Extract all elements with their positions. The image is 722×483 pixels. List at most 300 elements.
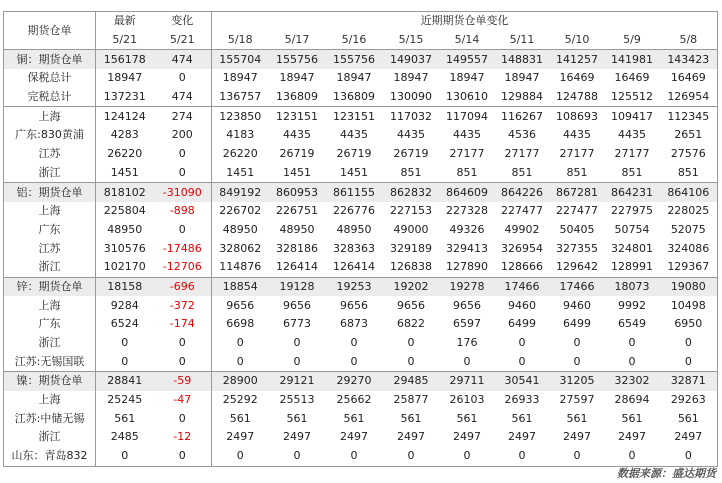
- row-value: 226751: [276, 204, 318, 218]
- row-value: 127890: [446, 260, 488, 274]
- row-change: -47: [173, 393, 192, 407]
- row-name: 完税总计: [4, 88, 96, 107]
- row-name: 铝：期货仓单: [4, 183, 96, 202]
- row-value: 27177: [559, 147, 595, 161]
- row-value: 227975: [611, 204, 653, 218]
- row-latest: 1451: [96, 164, 154, 183]
- row-value: 851: [660, 164, 718, 183]
- row-value: 864226: [495, 183, 550, 202]
- row-value: 26719: [393, 147, 429, 161]
- row-change: 0: [178, 222, 186, 236]
- row-value: 227477: [501, 204, 543, 218]
- row-value: 329413: [446, 241, 488, 255]
- row-value: 0: [212, 334, 269, 353]
- row-value: 226776: [333, 204, 375, 218]
- row-value: 9656: [283, 298, 311, 312]
- row-value: 2497: [508, 430, 536, 444]
- row-value: 9656: [397, 298, 425, 312]
- row-value: 328363: [333, 241, 375, 255]
- row-value: 155704: [212, 50, 269, 69]
- row-value: 864106: [660, 183, 718, 202]
- header-name-col: 期货仓单: [4, 12, 96, 50]
- row-value: 561: [343, 411, 365, 425]
- row-value: 129367: [660, 258, 718, 277]
- row-value: 2497: [563, 430, 591, 444]
- row-value: 31205: [550, 372, 605, 391]
- row-value: 0: [605, 447, 660, 466]
- row-value: 50754: [614, 222, 650, 236]
- table-row: [4, 391, 718, 410]
- row-name: 江苏:中储无锡: [4, 409, 96, 428]
- row-value: 29263: [660, 391, 718, 410]
- row-value: 0: [293, 336, 301, 350]
- header-date: 5/9: [605, 31, 660, 50]
- row-change: 200: [171, 128, 193, 142]
- row-value: 136809: [276, 90, 318, 104]
- row-value: 18947: [279, 71, 315, 85]
- row-value: 27177: [449, 147, 485, 161]
- row-value: 19080: [660, 277, 718, 296]
- row-value: 851: [400, 165, 422, 179]
- header-date: 5/8: [660, 31, 718, 50]
- row-value: 130610: [446, 90, 488, 104]
- row-value: 561: [400, 411, 422, 425]
- row-value: 4435: [563, 128, 591, 142]
- table-row: [4, 88, 718, 107]
- row-latest: 26220: [96, 145, 154, 164]
- table-row: [4, 202, 718, 221]
- row-value: 864231: [605, 183, 660, 202]
- row-value: 867281: [550, 183, 605, 202]
- row-value: 851: [456, 165, 478, 179]
- row-value: 48950: [336, 222, 372, 236]
- table-group-row: [4, 50, 718, 69]
- row-change: 274: [154, 107, 212, 126]
- row-name: 上海: [4, 296, 96, 315]
- row-value: 1451: [212, 164, 269, 183]
- row-value: 130090: [390, 90, 432, 104]
- row-value: 149037: [383, 50, 440, 69]
- row-value: 155756: [269, 50, 326, 69]
- row-latest: 102170: [96, 258, 154, 277]
- header-date: 5/18: [212, 31, 269, 50]
- row-name: 保税总计: [4, 69, 96, 88]
- row-value: 0: [326, 447, 383, 466]
- row-value: 4435: [340, 128, 368, 142]
- row-value: 6822: [397, 317, 425, 331]
- row-value: 116267: [495, 107, 550, 126]
- row-latest: 156178: [96, 50, 154, 69]
- row-value: 26933: [504, 393, 540, 407]
- row-value: 6773: [283, 317, 311, 331]
- row-value: 2497: [660, 428, 718, 447]
- row-name: 江苏: [4, 239, 96, 258]
- row-latest: 18158: [96, 277, 154, 296]
- row-change: 0: [178, 165, 186, 179]
- row-value: 10498: [660, 296, 718, 315]
- row-latest: 4283: [96, 126, 154, 145]
- row-value: 109417: [605, 107, 660, 126]
- row-change: -372: [169, 298, 195, 312]
- row-value: 17466: [495, 277, 550, 296]
- table-row: [4, 164, 718, 183]
- row-value: 48950: [279, 222, 315, 236]
- row-change: 0: [178, 71, 186, 85]
- row-value: 2497: [283, 430, 311, 444]
- row-value: 25662: [336, 393, 372, 407]
- table-row: [4, 145, 718, 164]
- row-latest: 137231: [96, 88, 154, 107]
- row-value: 18854: [212, 277, 269, 296]
- row-latest: 310576: [96, 239, 154, 258]
- row-value: 860953: [269, 183, 326, 202]
- row-value: 25292: [212, 391, 269, 410]
- row-value: 19128: [269, 277, 326, 296]
- table-row: [4, 258, 718, 277]
- row-value: 148831: [495, 50, 550, 69]
- row-change: -12706: [162, 260, 202, 274]
- header-row-2: [4, 31, 718, 50]
- table-row: [4, 69, 718, 88]
- table-group-row: [4, 183, 718, 202]
- row-value: 0: [660, 334, 718, 353]
- row-value: 6597: [453, 317, 481, 331]
- row-value: 9992: [618, 298, 646, 312]
- row-change: 474: [171, 90, 193, 104]
- row-value: 29121: [269, 372, 326, 391]
- row-value: 108693: [550, 107, 605, 126]
- row-name: 镍：期货仓单: [4, 372, 96, 391]
- row-value: 0: [212, 447, 269, 466]
- row-value: 18073: [605, 277, 660, 296]
- row-name: 山东：青岛832: [4, 447, 96, 466]
- row-change: -31090: [154, 183, 212, 202]
- row-value: 561: [286, 411, 308, 425]
- row-latest: 9284: [96, 296, 154, 315]
- row-value: 29270: [326, 372, 383, 391]
- row-value: 0: [293, 354, 301, 368]
- header-date: 5/14: [440, 31, 495, 50]
- row-value: 1451: [340, 165, 368, 179]
- table-row: [4, 239, 718, 258]
- row-value: 4435: [618, 128, 646, 142]
- row-value: 126954: [660, 88, 718, 107]
- row-value: 6950: [660, 315, 718, 334]
- row-name: 广东: [4, 315, 96, 334]
- row-value: 0: [407, 336, 415, 350]
- row-change: 0: [154, 447, 212, 466]
- row-change: -898: [169, 204, 195, 218]
- row-value: 30541: [495, 372, 550, 391]
- row-value: 16469: [660, 69, 718, 88]
- warehouse-receipt-table: [3, 11, 718, 467]
- row-value: 141257: [550, 50, 605, 69]
- row-latest: 18947: [96, 69, 154, 88]
- row-change: 0: [178, 336, 186, 350]
- row-value: 561: [511, 411, 533, 425]
- row-latest: 2485: [96, 428, 154, 447]
- table-row: [4, 107, 718, 126]
- row-value: 0: [383, 447, 440, 466]
- table-row: [4, 447, 718, 466]
- row-value: 50405: [559, 222, 595, 236]
- row-value: 227477: [556, 204, 598, 218]
- row-change: -12: [173, 430, 192, 444]
- row-value: 6499: [508, 317, 536, 331]
- row-value: 0: [350, 336, 358, 350]
- row-value: 25877: [393, 393, 429, 407]
- row-value: 9656: [340, 298, 368, 312]
- row-value: 1451: [283, 165, 311, 179]
- row-name: 浙江: [4, 334, 96, 353]
- header-change-date: 5/21: [154, 31, 212, 50]
- row-latest: 225804: [96, 202, 154, 221]
- row-value: 49326: [449, 222, 485, 236]
- row-value: 32302: [605, 372, 660, 391]
- row-value: 324801: [611, 241, 653, 255]
- header-date: 5/16: [326, 31, 383, 50]
- row-value: 851: [621, 165, 643, 179]
- row-value: 29485: [383, 372, 440, 391]
- row-name: 上海: [4, 202, 96, 221]
- row-value: 126414: [276, 260, 318, 274]
- row-change: -59: [154, 372, 212, 391]
- row-value: 18947: [504, 71, 540, 85]
- row-latest: 0: [96, 447, 154, 466]
- row-value: 6873: [340, 317, 368, 331]
- row-value: 561: [456, 411, 478, 425]
- row-value: 864609: [440, 183, 495, 202]
- row-value: 0: [573, 336, 581, 350]
- header-date: 5/15: [383, 31, 440, 50]
- row-value: 25513: [279, 393, 315, 407]
- row-value: 0: [212, 352, 269, 371]
- header-date: 5/11: [495, 31, 550, 50]
- row-value: 16469: [614, 71, 650, 85]
- row-change: 0: [178, 354, 186, 368]
- table-row: [4, 428, 718, 447]
- row-value: 126838: [390, 260, 432, 274]
- row-value: 0: [350, 354, 358, 368]
- header-latest: 最新: [96, 12, 154, 31]
- row-value: 18947: [336, 71, 372, 85]
- table-row: [4, 334, 718, 353]
- row-value: 2497: [212, 428, 269, 447]
- row-name: 浙江: [4, 164, 96, 183]
- row-value: 561: [212, 409, 269, 428]
- row-value: 561: [660, 409, 718, 428]
- row-value: 32871: [660, 372, 718, 391]
- table-row: [4, 126, 718, 145]
- row-value: 0: [660, 447, 718, 466]
- row-change: -174: [169, 317, 195, 331]
- row-value: 26103: [449, 393, 485, 407]
- row-value: 0: [660, 352, 718, 371]
- row-value: 4536: [508, 128, 536, 142]
- table-body: [4, 50, 718, 466]
- table-row: [4, 296, 718, 315]
- row-value: 0: [628, 354, 636, 368]
- row-value: 129884: [501, 90, 543, 104]
- row-value: 143423: [660, 50, 718, 69]
- row-value: 18947: [449, 71, 485, 85]
- row-name: 上海: [4, 107, 96, 126]
- row-value: 19278: [440, 277, 495, 296]
- row-value: 0: [550, 447, 605, 466]
- row-value: 28900: [212, 372, 269, 391]
- row-value: 27597: [559, 393, 595, 407]
- row-value: 0: [463, 354, 471, 368]
- row-value: 0: [440, 447, 495, 466]
- row-value: 124788: [556, 90, 598, 104]
- row-value: 227328: [446, 204, 488, 218]
- row-value: 26220: [212, 145, 269, 164]
- row-value: 0: [495, 447, 550, 466]
- row-value: 29711: [440, 372, 495, 391]
- row-change: 0: [178, 411, 186, 425]
- row-name: 浙江: [4, 428, 96, 447]
- row-latest: 48950: [96, 221, 154, 240]
- row-value: 4435: [397, 128, 425, 142]
- row-value: 48950: [212, 221, 269, 240]
- row-value: 123151: [269, 107, 326, 126]
- row-value: 117032: [383, 107, 440, 126]
- table-row: [4, 409, 718, 428]
- row-value: 328186: [276, 241, 318, 255]
- row-value: 4435: [283, 128, 311, 142]
- row-value: 327355: [556, 241, 598, 255]
- row-value: 0: [628, 336, 636, 350]
- row-value: 0: [269, 447, 326, 466]
- row-value: 9656: [453, 298, 481, 312]
- row-latest: 0: [96, 334, 154, 353]
- row-value: 49000: [393, 222, 429, 236]
- row-value: 123151: [326, 107, 383, 126]
- row-value: 9460: [563, 298, 591, 312]
- row-value: 141981: [605, 50, 660, 69]
- row-value: 117094: [440, 107, 495, 126]
- row-name: 铜：期货仓单: [4, 50, 96, 69]
- table-group-row: [4, 277, 718, 296]
- row-value: 49902: [504, 222, 540, 236]
- row-value: 0: [407, 354, 415, 368]
- row-value: 18947: [212, 69, 269, 88]
- header-recent: 近期期货仓单变化: [212, 12, 718, 31]
- row-change: 474: [154, 50, 212, 69]
- row-value: 6499: [563, 317, 591, 331]
- row-value: 849192: [212, 183, 269, 202]
- row-name: 江苏:无锡国联: [4, 352, 96, 371]
- row-value: 26719: [279, 147, 315, 161]
- row-value: 155756: [326, 50, 383, 69]
- table-row: [4, 315, 718, 334]
- header-latest-date: 5/21: [96, 31, 154, 50]
- header-date: 5/17: [269, 31, 326, 50]
- row-change: -17486: [162, 241, 202, 255]
- row-value: 126414: [333, 260, 375, 274]
- row-name: 浙江: [4, 258, 96, 277]
- row-value: 18947: [393, 71, 429, 85]
- row-value: 27576: [660, 145, 718, 164]
- row-value: 123850: [212, 107, 269, 126]
- row-name: 锌：期货仓单: [4, 277, 96, 296]
- row-value: 861155: [326, 183, 383, 202]
- row-value: 228025: [660, 202, 718, 221]
- row-value: 329189: [390, 241, 432, 255]
- row-value: 2651: [660, 126, 718, 145]
- row-value: 28694: [614, 393, 650, 407]
- row-value: 136809: [333, 90, 375, 104]
- row-value: 226702: [212, 202, 269, 221]
- row-value: 2497: [397, 430, 425, 444]
- row-value: 851: [511, 165, 533, 179]
- table-group-row: [4, 372, 718, 391]
- row-value: 176: [456, 336, 478, 350]
- row-value: 326954: [501, 241, 543, 255]
- row-value: 2497: [453, 430, 481, 444]
- row-value: 19202: [383, 277, 440, 296]
- row-name: 江苏: [4, 145, 96, 164]
- row-value: 0: [573, 354, 581, 368]
- row-value: 129642: [556, 260, 598, 274]
- row-name: 广东:830黄浦: [4, 126, 96, 145]
- row-value: 136757: [212, 88, 269, 107]
- row-value: 27177: [504, 147, 540, 161]
- row-value: 125512: [611, 90, 653, 104]
- row-latest: 25245: [96, 391, 154, 410]
- row-value: 328062: [212, 239, 269, 258]
- table-row: [4, 352, 718, 371]
- row-value: 561: [566, 411, 588, 425]
- row-value: 114876: [212, 258, 269, 277]
- row-name: 广东: [4, 221, 96, 240]
- row-value: 561: [621, 411, 643, 425]
- row-value: 27177: [614, 147, 650, 161]
- row-latest: 124124: [96, 107, 154, 126]
- row-change: -696: [154, 277, 212, 296]
- row-value: 4435: [453, 128, 481, 142]
- data-source-note: 数据来源：盛达期货: [617, 467, 716, 480]
- row-value: 52075: [660, 221, 718, 240]
- row-value: 862832: [383, 183, 440, 202]
- row-value: 6549: [618, 317, 646, 331]
- row-value: 0: [518, 336, 526, 350]
- row-value: 9460: [508, 298, 536, 312]
- header-row-1: [4, 12, 718, 31]
- row-value: 16469: [559, 71, 595, 85]
- row-latest: 0: [96, 352, 154, 371]
- row-value: 128666: [501, 260, 543, 274]
- row-latest: 818102: [96, 183, 154, 202]
- table-row: [4, 221, 718, 240]
- row-latest: 6524: [96, 315, 154, 334]
- row-value: 4183: [212, 126, 269, 145]
- row-value: 149557: [440, 50, 495, 69]
- header-date: 5/10: [550, 31, 605, 50]
- row-value: 19253: [326, 277, 383, 296]
- row-value: 26719: [336, 147, 372, 161]
- row-value: 324086: [660, 239, 718, 258]
- row-value: 2497: [340, 430, 368, 444]
- row-value: 17466: [550, 277, 605, 296]
- row-value: 128991: [611, 260, 653, 274]
- row-value: 0: [518, 354, 526, 368]
- row-change: 0: [178, 147, 186, 161]
- row-latest: 28841: [96, 372, 154, 391]
- header-change: 变化: [154, 12, 212, 31]
- row-latest: 561: [96, 409, 154, 428]
- row-value: 2497: [618, 430, 646, 444]
